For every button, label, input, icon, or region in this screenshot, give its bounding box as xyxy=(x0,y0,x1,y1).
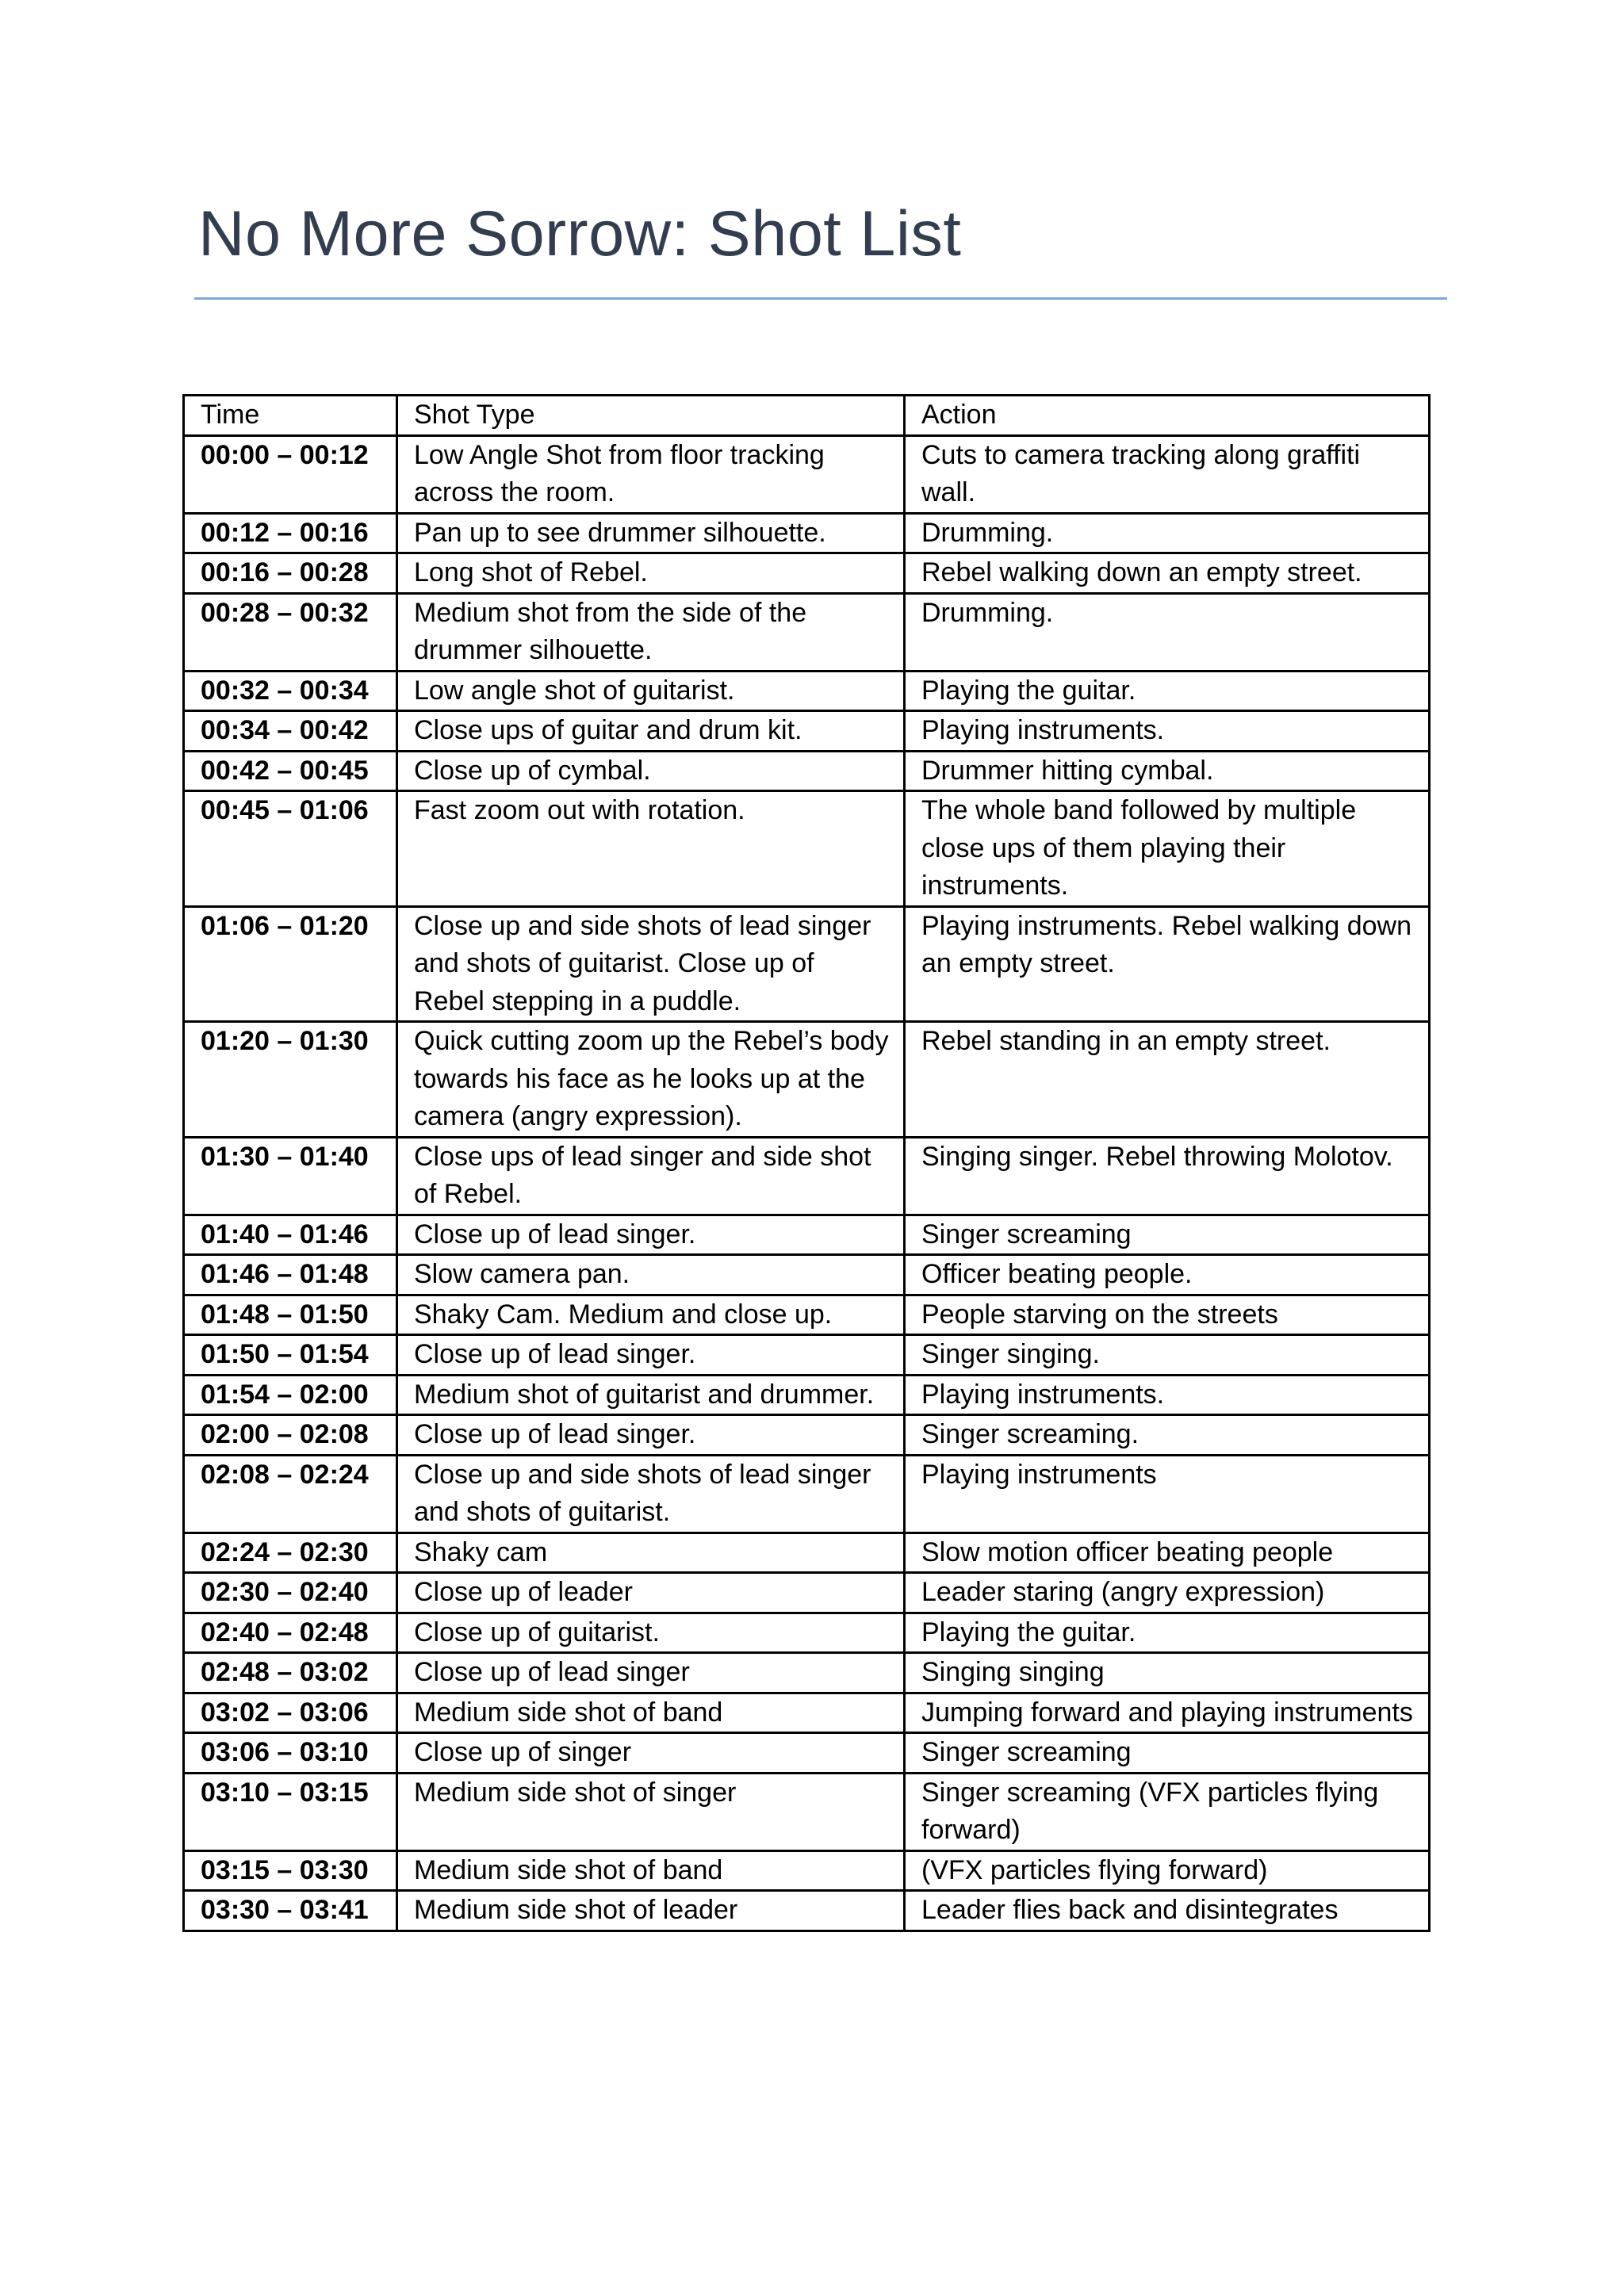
cell-action: Playing instruments. xyxy=(905,711,1430,752)
cell-action: Drumming. xyxy=(905,593,1430,671)
table-row xyxy=(184,1613,1430,1653)
table-row xyxy=(184,751,1430,791)
cell-shot-type: Close up of lead singer. xyxy=(397,1335,905,1376)
cell-shot-type: Fast zoom out with rotation. xyxy=(397,791,905,907)
cell-time: 03:15 – 03:30 xyxy=(184,1850,397,1891)
table-row xyxy=(184,1415,1430,1456)
cell-shot-type: Close up of leader xyxy=(397,1573,905,1613)
cell-shot-type: Close up of guitarist. xyxy=(397,1613,905,1653)
cell-time: 02:40 – 02:48 xyxy=(184,1613,397,1653)
cell-action: Singer singing. xyxy=(905,1335,1430,1376)
cell-shot-type: Medium side shot of band xyxy=(397,1693,905,1733)
header-shot-type: Shot Type xyxy=(397,396,905,436)
cell-time: 02:08 – 02:24 xyxy=(184,1455,397,1533)
cell-action: Playing the guitar. xyxy=(905,671,1430,711)
cell-action: Singer screaming (VFX particles flying forward) xyxy=(905,1773,1430,1850)
cell-action: Officer beating people. xyxy=(905,1255,1430,1295)
cell-time: 00:28 – 00:32 xyxy=(184,593,397,671)
cell-time: 02:00 – 02:08 xyxy=(184,1415,397,1456)
cell-action: Playing instruments. xyxy=(905,1375,1430,1415)
cell-shot-type: Medium shot of guitarist and drummer. xyxy=(397,1375,905,1415)
cell-action: Playing instruments xyxy=(905,1455,1430,1533)
cell-shot-type: Close up and side shots of lead singer and shots of guitarist. xyxy=(397,1455,905,1533)
table-row xyxy=(184,593,1430,671)
table-header-row xyxy=(184,396,1430,436)
shot-list-body xyxy=(184,396,1430,1931)
cell-shot-type: Medium side shot of band xyxy=(397,1850,905,1891)
cell-action: Singer screaming. xyxy=(905,1415,1430,1456)
table-row xyxy=(184,791,1430,907)
cell-shot-type: Quick cutting zoom up the Rebel’s body towards his face as he looks up at the camera (angry expression). xyxy=(397,1022,905,1138)
cell-shot-type: Low Angle Shot from floor tracking across the room. xyxy=(397,435,905,513)
table-row xyxy=(184,1215,1430,1255)
table-row xyxy=(184,906,1430,1022)
table-row xyxy=(184,1335,1430,1376)
cell-time: 00:16 – 00:28 xyxy=(184,553,397,594)
cell-time: 02:48 – 03:02 xyxy=(184,1653,397,1693)
cell-action: Leader staring (angry expression) xyxy=(905,1573,1430,1613)
cell-shot-type: Close up of cymbal. xyxy=(397,751,905,791)
cell-shot-type: Medium side shot of leader xyxy=(397,1891,905,1931)
cell-action: Cuts to camera tracking along graffiti wall. xyxy=(905,435,1430,513)
cell-action: Singer screaming xyxy=(905,1215,1430,1255)
table-row xyxy=(184,553,1430,594)
cell-shot-type: Close up of singer xyxy=(397,1733,905,1774)
cell-action: Slow motion officer beating people xyxy=(905,1533,1430,1573)
cell-time: 03:06 – 03:10 xyxy=(184,1733,397,1774)
cell-shot-type: Slow camera pan. xyxy=(397,1255,905,1295)
table-row xyxy=(184,711,1430,752)
table-row xyxy=(184,1653,1430,1693)
cell-action: (VFX particles flying forward) xyxy=(905,1850,1430,1891)
table-row xyxy=(184,1573,1430,1613)
cell-shot-type: Close up of lead singer. xyxy=(397,1415,905,1456)
table-row xyxy=(184,671,1430,711)
cell-action: Playing the guitar. xyxy=(905,1613,1430,1653)
cell-time: 01:48 – 01:50 xyxy=(184,1295,397,1335)
cell-time: 01:50 – 01:54 xyxy=(184,1335,397,1376)
table-row xyxy=(184,1455,1430,1533)
table-row xyxy=(184,1295,1430,1335)
header-time: Time xyxy=(184,396,397,436)
cell-shot-type: Close up of lead singer xyxy=(397,1653,905,1693)
table-row xyxy=(184,1733,1430,1774)
cell-time: 00:34 – 00:42 xyxy=(184,711,397,752)
cell-action: Singer screaming xyxy=(905,1733,1430,1774)
table-row xyxy=(184,1773,1430,1850)
cell-action: People starving on the streets xyxy=(905,1295,1430,1335)
cell-time: 01:06 – 01:20 xyxy=(184,906,397,1022)
cell-action: Drummer hitting cymbal. xyxy=(905,751,1430,791)
cell-time: 00:32 – 00:34 xyxy=(184,671,397,711)
cell-time: 01:46 – 01:48 xyxy=(184,1255,397,1295)
table-row xyxy=(184,1137,1430,1215)
cell-time: 00:45 – 01:06 xyxy=(184,791,397,907)
cell-time: 02:24 – 02:30 xyxy=(184,1533,397,1573)
cell-time: 00:00 – 00:12 xyxy=(184,435,397,513)
cell-time: 03:10 – 03:15 xyxy=(184,1773,397,1850)
cell-shot-type: Pan up to see drummer silhouette. xyxy=(397,513,905,553)
cell-action: Playing instruments. Rebel walking down an empty street. xyxy=(905,906,1430,1022)
header-action: Action xyxy=(905,396,1430,436)
table-row xyxy=(184,1022,1430,1138)
cell-time: 01:40 – 01:46 xyxy=(184,1215,397,1255)
cell-action: Rebel standing in an empty street. xyxy=(905,1022,1430,1138)
cell-shot-type: Shaky cam xyxy=(397,1533,905,1573)
table-row xyxy=(184,1533,1430,1573)
table-row xyxy=(184,435,1430,513)
table-row xyxy=(184,1255,1430,1295)
table-row xyxy=(184,1850,1430,1891)
cell-action: Singing singer. Rebel throwing Molotov. xyxy=(905,1137,1430,1215)
cell-shot-type: Close ups of lead singer and side shot of Rebel. xyxy=(397,1137,905,1215)
cell-shot-type: Long shot of Rebel. xyxy=(397,553,905,594)
cell-time: 03:30 – 03:41 xyxy=(184,1891,397,1931)
cell-time: 00:12 – 00:16 xyxy=(184,513,397,553)
cell-shot-type: Close ups of guitar and drum kit. xyxy=(397,711,905,752)
cell-action: Drumming. xyxy=(905,513,1430,553)
title-underline xyxy=(194,297,1447,300)
cell-time: 02:30 – 02:40 xyxy=(184,1573,397,1613)
cell-shot-type: Medium side shot of singer xyxy=(397,1773,905,1850)
cell-time: 01:20 – 01:30 xyxy=(184,1022,397,1138)
shot-list-table xyxy=(182,394,1431,1932)
cell-action: The whole band followed by multiple close ups of them playing their instruments. xyxy=(905,791,1430,907)
cell-shot-type: Close up of lead singer. xyxy=(397,1215,905,1255)
cell-time: 01:30 – 01:40 xyxy=(184,1137,397,1215)
cell-shot-type: Medium shot from the side of the drummer silhouette. xyxy=(397,593,905,671)
table-row xyxy=(184,513,1430,553)
cell-time: 03:02 – 03:06 xyxy=(184,1693,397,1733)
cell-action: Rebel walking down an empty street. xyxy=(905,553,1430,594)
table-row xyxy=(184,1693,1430,1733)
cell-action: Leader flies back and disintegrates xyxy=(905,1891,1430,1931)
cell-time: 00:42 – 00:45 xyxy=(184,751,397,791)
page-title: No More Sorrow: Shot List xyxy=(198,198,962,270)
cell-action: Jumping forward and playing instruments xyxy=(905,1693,1430,1733)
cell-shot-type: Low angle shot of guitarist. xyxy=(397,671,905,711)
cell-shot-type: Close up and side shots of lead singer and shots of guitarist. Close up of Rebel stepping in a puddle. xyxy=(397,906,905,1022)
cell-action: Singing singing xyxy=(905,1653,1430,1693)
cell-shot-type: Shaky Cam. Medium and close up. xyxy=(397,1295,905,1335)
table-row xyxy=(184,1891,1430,1931)
cell-time: 01:54 – 02:00 xyxy=(184,1375,397,1415)
table-row xyxy=(184,1375,1430,1415)
